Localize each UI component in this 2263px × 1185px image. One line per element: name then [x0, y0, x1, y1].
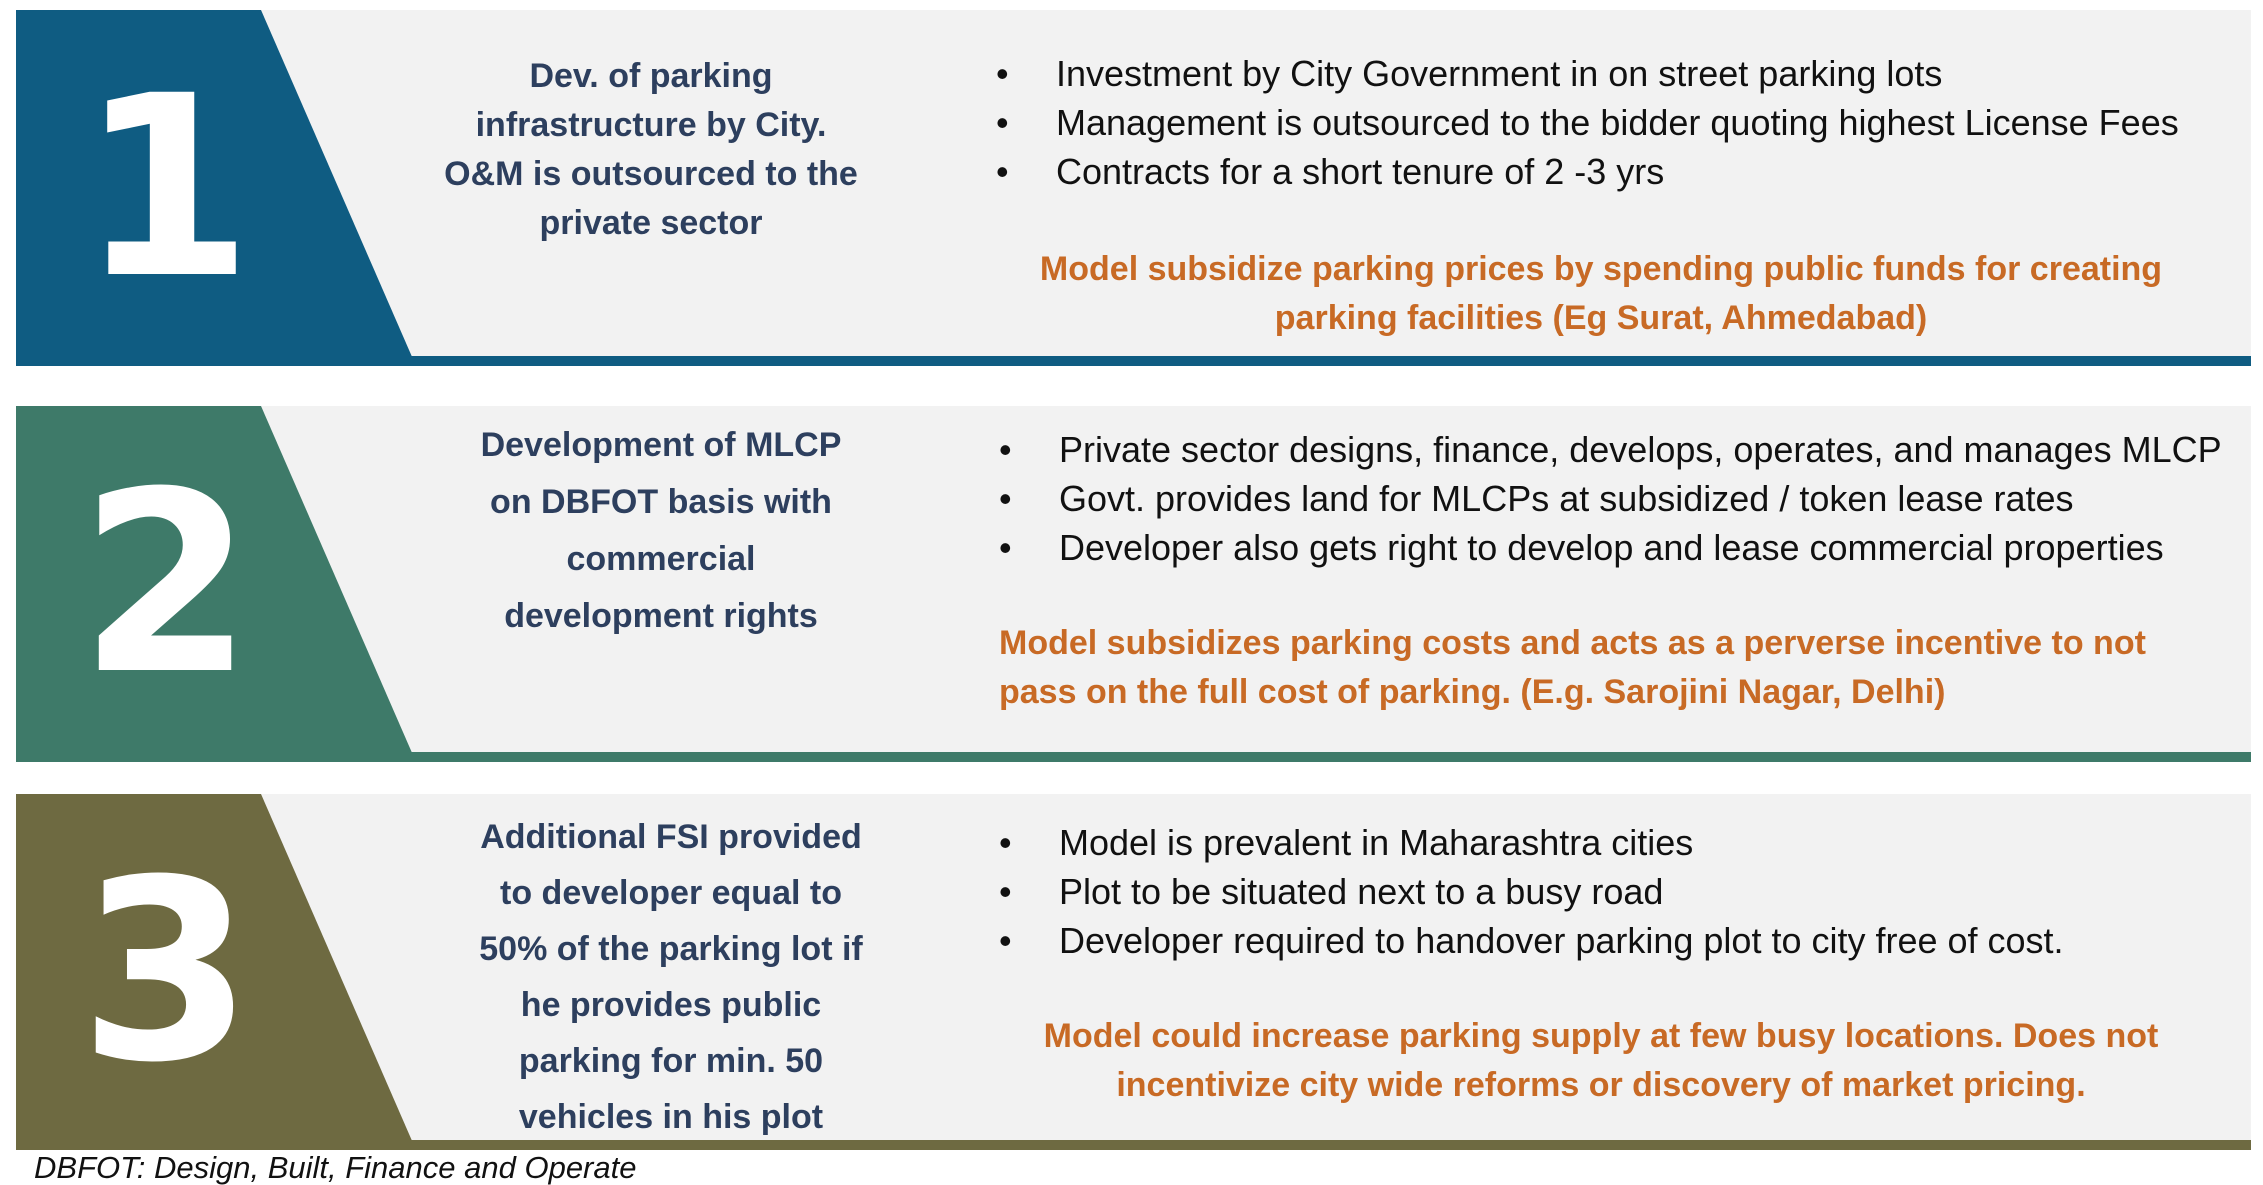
model-3-bullet: • Plot to be situated next to a busy road [999, 867, 2064, 916]
model-1-note [1001, 245, 2201, 343]
model-3-bullet-list [999, 818, 2064, 965]
model-3-title [416, 804, 926, 1149]
model-3-title-line: he provides public [520, 985, 822, 1024]
model-3-bullet: • Model is prevalent in Maharashtra cities [999, 818, 2064, 867]
model-2-bullet-list [999, 425, 2222, 572]
model-2-title-line: commercial [566, 540, 756, 578]
model-1-bullet: • Contracts for a short tenure of 2 -3 yrs [996, 147, 2179, 196]
model-3-title-line: 50% of the parking lot if [479, 929, 863, 968]
model-3-bottom-strip [16, 1140, 2251, 1150]
model-3-note-line: Model could increase parking supply at few busy locations. Does not [1043, 1017, 2159, 1055]
model-2-title [416, 416, 906, 646]
model-3-title-line: Additional FSI provided [480, 817, 862, 856]
model-3-title-line: vehicles in his plot [518, 1097, 824, 1136]
model-1-band [16, 10, 2251, 366]
model-2-title-line: on DBFOT basis with [490, 483, 832, 521]
model-1-bullet: • Investment by City Government in on street parking lots [996, 49, 2179, 98]
model-2-band [16, 406, 2251, 762]
model-2-title-line: development rights [504, 597, 818, 635]
model-2-bullet: • Developer also gets right to develop and lease commercial properties [999, 523, 2222, 572]
model-1-title-line: O&M is outsourced to the [444, 155, 858, 193]
model-1-number: 1 [79, 42, 253, 333]
model-1-bullet-list [996, 49, 2179, 196]
model-1-note-line: Model subsidize parking prices by spending public funds for creating [1039, 250, 2163, 288]
model-2-bottom-strip [16, 752, 2251, 762]
model-3-note-line: incentivize city wide reforms or discovery of market pricing. [1116, 1066, 2086, 1104]
model-3-band [16, 794, 2251, 1150]
model-1-bullet: • Management is outsourced to the bidder quoting highest License Fees [996, 98, 2179, 147]
model-1-title-line: infrastructure by City. [475, 106, 827, 144]
model-2-bullet: • Private sector designs, finance, develops, operates, and manages MLCP [999, 425, 2222, 474]
model-2-note-line: Model subsidizes parking costs and acts as a perverse incentive to not [999, 624, 2146, 662]
model-3-title-line: to developer equal to [500, 873, 842, 912]
model-2-bullet: • Govt. provides land for MLCPs at subsidized / token lease rates [999, 474, 2222, 523]
model-1-bottom-strip [16, 356, 2251, 366]
model-2-note-line: pass on the full cost of parking. (E.g. Sarojini Nagar, Delhi) [999, 673, 1946, 711]
footnote: DBFOT: Design, Built, Finance and Operate [34, 1150, 637, 1185]
model-2-note [999, 619, 2219, 717]
model-3-bullet: • Developer required to handover parking plot to city free of cost. [999, 916, 2064, 965]
model-2-number: 2 [79, 438, 253, 729]
model-3-note [1001, 1012, 2201, 1110]
model-3-number: 3 [79, 826, 253, 1117]
model-1-title-line: private sector [539, 204, 763, 242]
model-1-note-line: parking facilities (Eg Surat, Ahmedabad) [1274, 299, 1928, 337]
model-2-title-line: Development of MLCP [480, 426, 842, 464]
model-3-title-line: parking for min. 50 [518, 1041, 824, 1080]
model-1-title-line: Dev. of parking [529, 57, 773, 95]
model-1-title [411, 50, 891, 250]
